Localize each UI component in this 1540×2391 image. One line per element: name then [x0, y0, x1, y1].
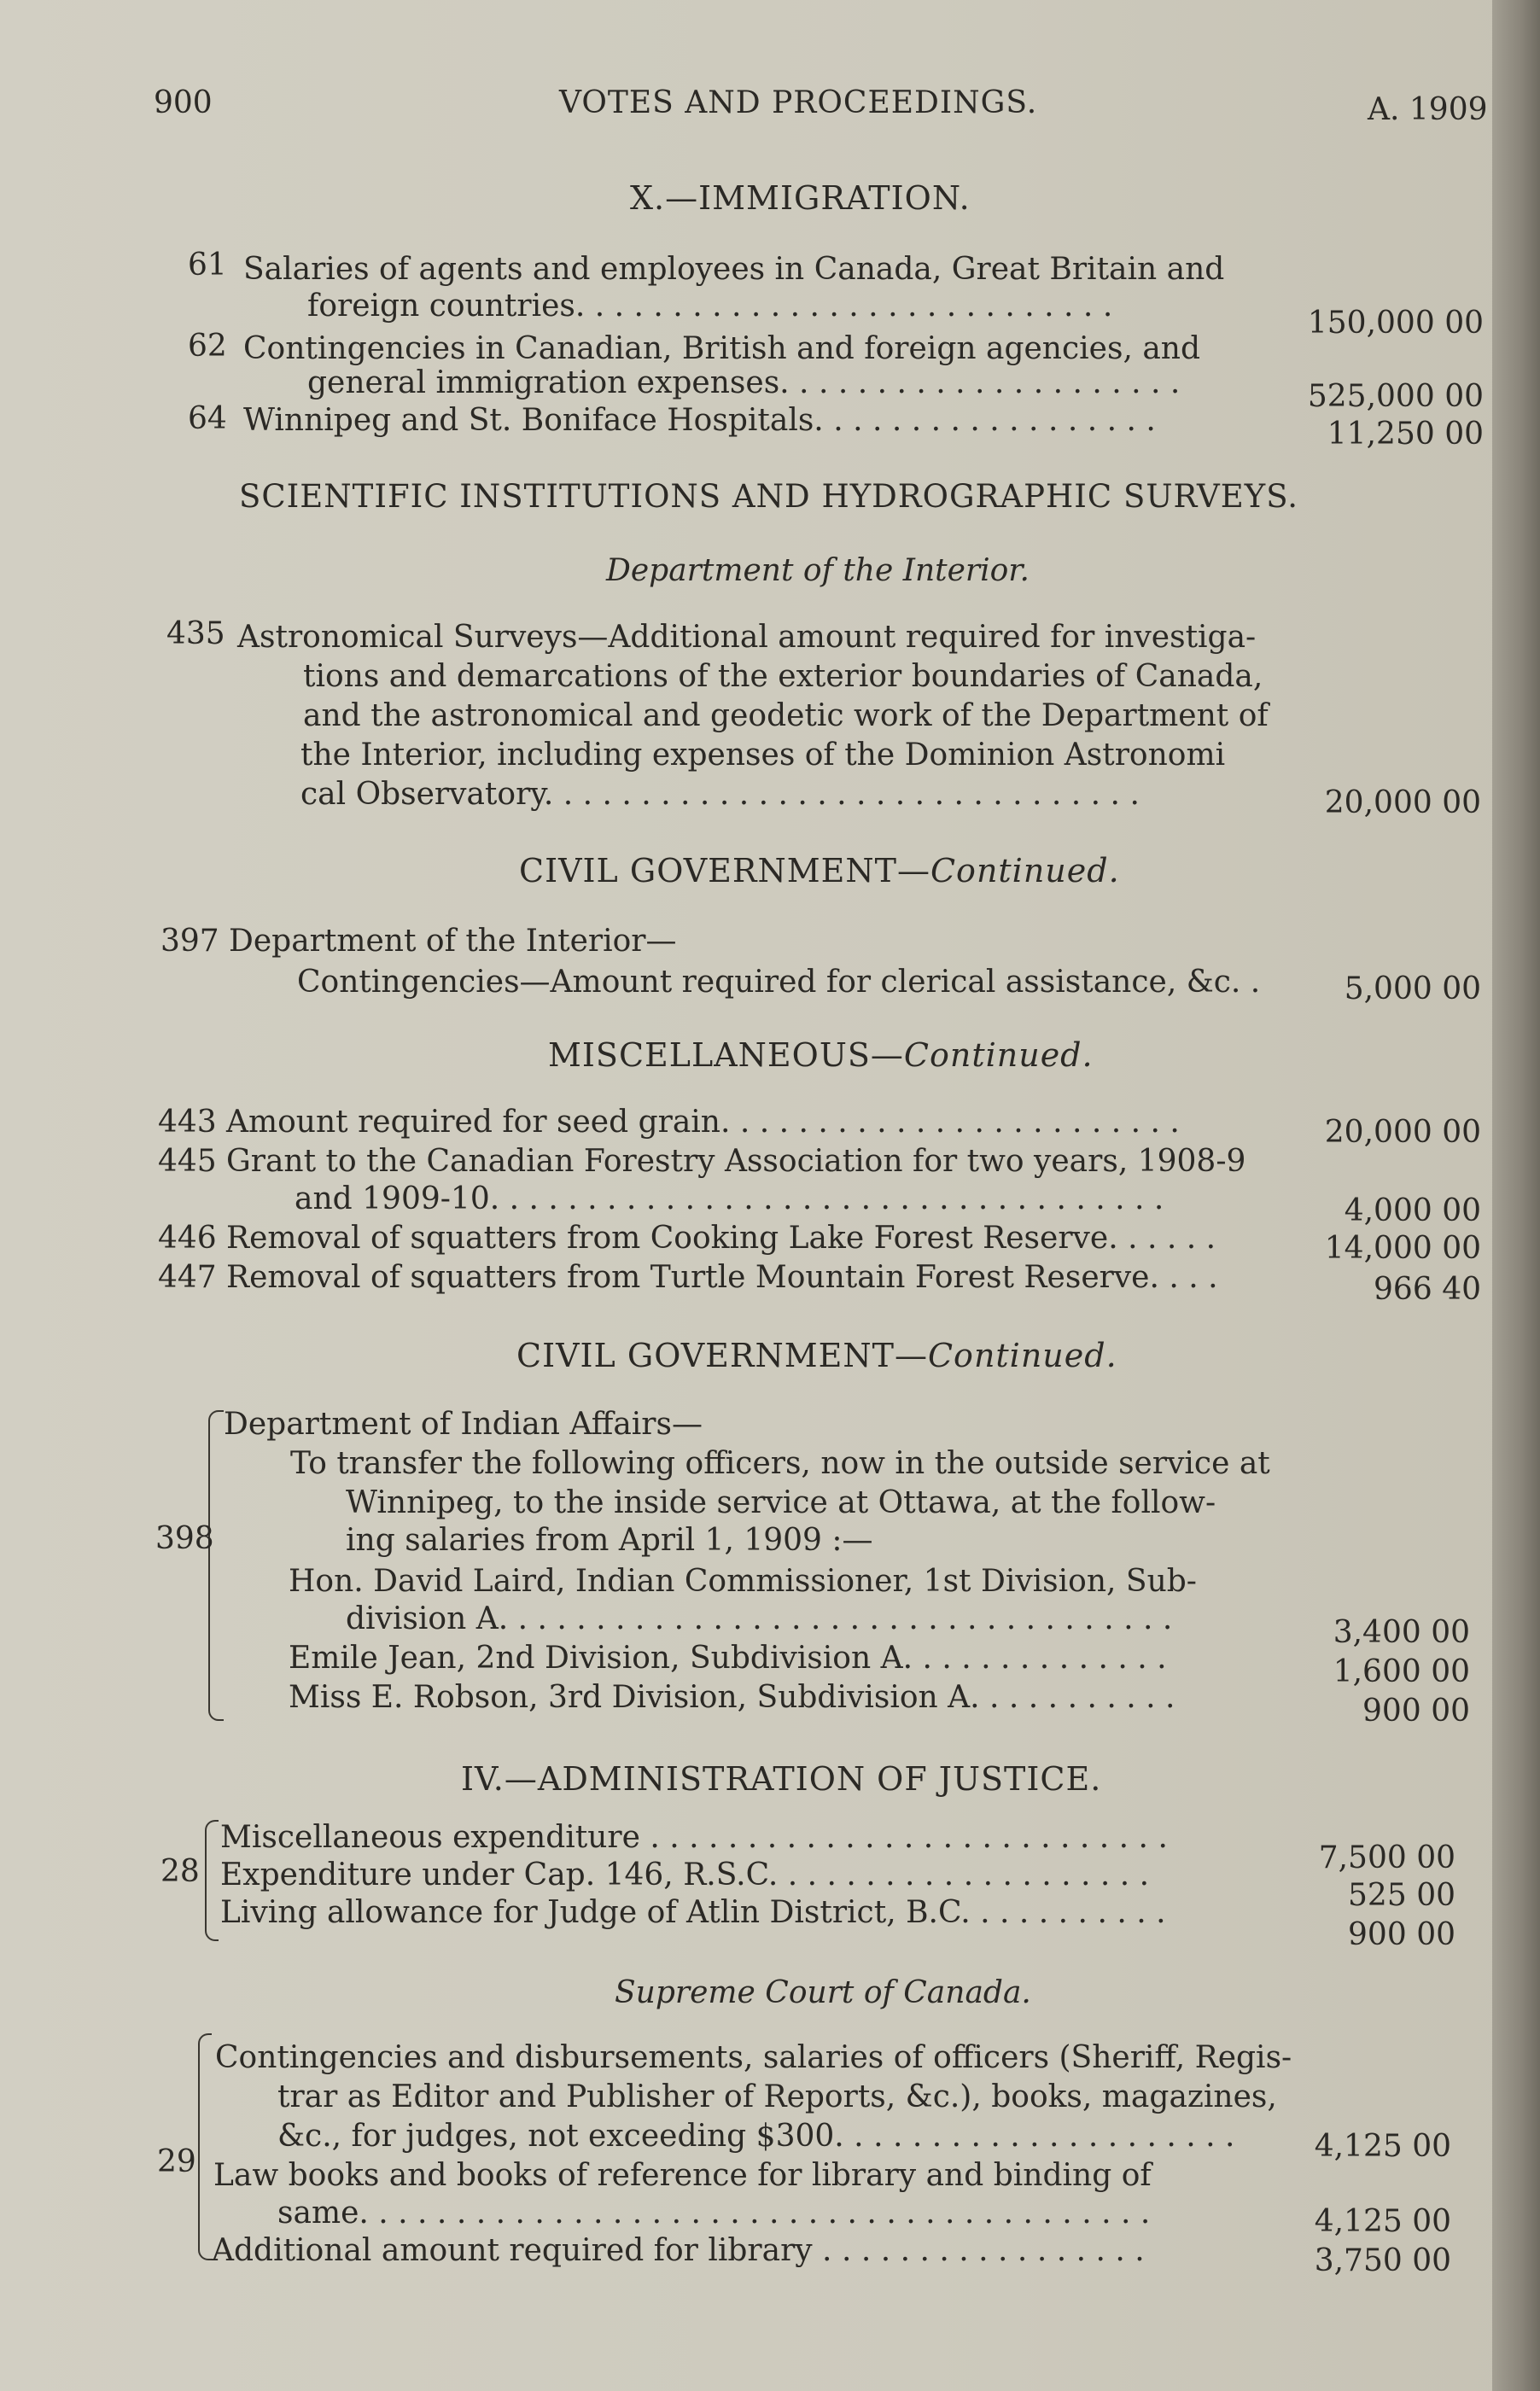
item-text: Hon. David Laird, Indian Commissioner, 1st Division, Sub-: [289, 1564, 1197, 1599]
item-text: Removal of squatters from Turtle Mountain Forest Reserve. . . .: [226, 1260, 1218, 1295]
item-text: Miscellaneous expenditure . . . . . . . . . . . . . . . . . . . . . . . . . . .: [220, 1820, 1168, 1855]
item-text: and the astronomical and geodetic work of the Department of: [303, 698, 1269, 733]
item-number: 64: [188, 401, 227, 436]
item-amount: 900 00: [1362, 1694, 1470, 1729]
item-text: Department of the Interior—: [229, 924, 677, 959]
item-amount: 4,125 00: [1314, 2129, 1451, 2164]
item-amount: 3,400 00: [1333, 1615, 1470, 1650]
item-amount: 11,250 00: [1327, 417, 1484, 452]
item-amount: 3,750 00: [1314, 2243, 1451, 2278]
section-title-civil-government-2: [516, 1337, 1117, 1374]
item-text: Winnipeg and St. Boniface Hospitals. . . . . . . . . . . . . . . . . .: [243, 403, 1156, 438]
item-text: Grant to the Canadian Forestry Association for two years, 1908-9: [226, 1144, 1246, 1179]
item-number: 62: [188, 329, 227, 364]
item-text: Law books and books of reference for library and binding of: [213, 2158, 1152, 2193]
item-text: &c., for judges, not exceeding $300. . . . . . . . . . . . . . . . . . . . .: [277, 2119, 1235, 2154]
bracket: [198, 2033, 212, 2260]
year-label: A. 1909: [1368, 92, 1488, 127]
item-text: Living allowance for Judge of Atlin District, B.C. . . . . . . . . . .: [220, 1895, 1166, 1930]
item-number: 447: [158, 1260, 217, 1295]
section-title-justice: IV.—ADMINISTRATION OF JUSTICE.: [461, 1760, 1102, 1798]
item-text: Expenditure under Cap. 146, R.S.C. . . . . . . . . . . . . . . . . . . .: [220, 1857, 1150, 1892]
item-number: 61: [188, 248, 227, 283]
item-number: 446: [158, 1221, 217, 1256]
item-text: Astronomical Surveys—Additional amount required for investiga-: [237, 620, 1257, 655]
bracket: [208, 1410, 224, 1721]
item-amount: 20,000 00: [1324, 785, 1481, 820]
item-text: Emile Jean, 2nd Division, Subdivision A. . . . . . . . . . . . . .: [289, 1641, 1167, 1676]
item-amount: 525 00: [1348, 1878, 1455, 1913]
item-text: Removal of squatters from Cooking Lake Forest Reserve. . . . . .: [226, 1221, 1216, 1256]
section-subtitle-supreme-court: Supreme Court of Canada.: [615, 1975, 1031, 2010]
item-text: Amount required for seed grain. . . . . . . . . . . . . . . . . . . . . . . .: [226, 1105, 1180, 1140]
item-text: ing salaries from April 1, 1909 :—: [346, 1523, 873, 1558]
item-text: Salaries of agents and employees in Canada, Great Britain and: [243, 252, 1225, 287]
item-number: 435: [166, 616, 225, 651]
item-amount: 7,500 00: [1318, 1840, 1455, 1875]
item-text: division A. . . . . . . . . . . . . . . . . . . . . . . . . . . . . . . . . . .: [346, 1601, 1173, 1636]
item-number: 397: [160, 924, 219, 959]
item-text: Contingencies and disbursements, salaries of officers (Sheriff, Regis-: [215, 2040, 1292, 2075]
book-spine-shadow: [1492, 0, 1540, 2391]
item-text: the Interior, including expenses of the Dominion Astronomi: [300, 738, 1226, 773]
item-text: To transfer the following officers, now in the outside service at: [290, 1446, 1270, 1481]
item-text: Contingencies—Amount required for clerical assistance, &c. .: [297, 965, 1261, 1000]
section-title-immigration: X.—IMMIGRATION.: [630, 179, 971, 217]
item-amount: 14,000 00: [1324, 1231, 1481, 1266]
item-number: 28: [160, 1854, 200, 1889]
item-amount: 966 40: [1374, 1272, 1481, 1307]
item-text: Additional amount required for library . . . . . . . . . . . . . . . . .: [212, 2233, 1145, 2268]
section-title-scientific: SCIENTIFIC INSTITUTIONS AND HYDROGRAPHIC SURVEYS.: [239, 478, 1298, 515]
item-number: 398: [155, 1521, 214, 1556]
item-amount: 1,600 00: [1333, 1654, 1470, 1689]
item-text: Miss E. Robson, 3rd Division, Subdivision A. . . . . . . . . . .: [289, 1680, 1175, 1715]
running-title: VOTES AND PROCEEDINGS.: [559, 85, 1038, 120]
item-text: Contingencies in Canadian, British and foreign agencies, and: [243, 331, 1201, 366]
item-amount: 4,125 00: [1314, 2204, 1451, 2239]
item-number: 445: [158, 1144, 217, 1179]
item-text: cal Observatory. . . . . . . . . . . . . . . . . . . . . . . . . . . . . . .: [300, 777, 1140, 812]
title-continued: Continued.: [930, 852, 1120, 889]
item-amount: 20,000 00: [1324, 1115, 1481, 1150]
title-continued: Continued.: [927, 1337, 1117, 1374]
item-number: 443: [158, 1105, 217, 1140]
item-amount: 4,000 00: [1344, 1193, 1481, 1228]
item-amount: 525,000 00: [1307, 379, 1484, 414]
item-text: and 1909-10. . . . . . . . . . . . . . . . . . . . . . . . . . . . . . . . . . .: [295, 1181, 1164, 1216]
bracket: [205, 1820, 219, 1941]
item-text: foreign countries. . . . . . . . . . . . . . . . . . . . . . . . . . . .: [307, 289, 1113, 324]
item-text: Winnipeg, to the inside service at Ottawa, at the follow-: [346, 1485, 1216, 1520]
item-amount: 150,000 00: [1307, 306, 1484, 341]
section-subtitle: Department of the Interior.: [606, 553, 1030, 588]
item-text: Department of Indian Affairs—: [224, 1407, 703, 1442]
page-number: 900: [154, 85, 213, 120]
item-amount: 5,000 00: [1344, 971, 1481, 1006]
title-text: CIVIL GOVERNMENT—: [516, 1337, 928, 1374]
section-title-miscellaneous: [548, 1036, 1094, 1074]
item-text: tions and demarcations of the exterior boundaries of Canada,: [303, 659, 1263, 694]
section-title-civil-government: [519, 852, 1120, 889]
item-number: 29: [157, 2144, 196, 2179]
title-continued: Continued.: [903, 1036, 1094, 1074]
item-text: same. . . . . . . . . . . . . . . . . . . . . . . . . . . . . . . . . . . . . . . . .: [277, 2196, 1151, 2231]
item-text: trar as Editor and Publisher of Reports, &c.), books, magazines,: [277, 2079, 1277, 2114]
item-amount: 900 00: [1348, 1917, 1455, 1952]
title-text: CIVIL GOVERNMENT—: [519, 852, 930, 889]
title-text: MISCELLANEOUS—: [548, 1036, 904, 1074]
item-text: general immigration expenses. . . . . . . . . . . . . . . . . . . . .: [307, 365, 1181, 400]
